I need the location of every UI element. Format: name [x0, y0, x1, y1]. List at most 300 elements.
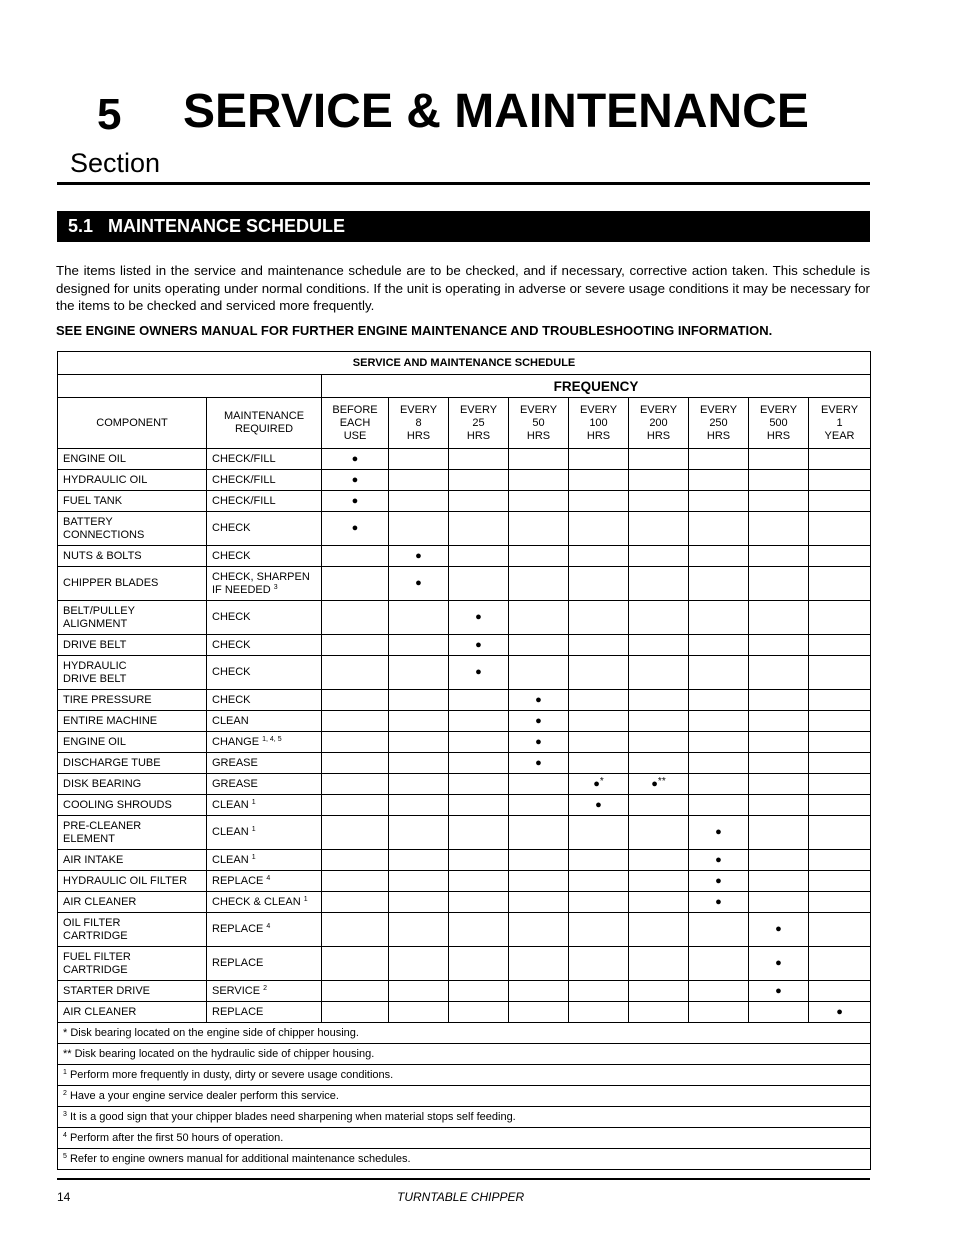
- frequency-cell: [449, 850, 509, 871]
- section-title: SERVICE & MAINTENANCE: [183, 85, 809, 138]
- frequency-cell: [689, 711, 749, 732]
- frequency-cell: [449, 1002, 509, 1023]
- footnote-text: $^3$ It is a good sign that your chipper blades need sharpening when material stops self feeding.: [58, 1107, 871, 1128]
- frequency-cell: [569, 656, 629, 690]
- component-cell: BELT/PULLEY ALIGNMENT: [58, 601, 207, 635]
- frequency-cell: [449, 816, 509, 850]
- schedule-dot-icon: ●: [415, 549, 422, 562]
- component-cell: AIR CLEANER: [58, 892, 207, 913]
- frequency-cell: [809, 567, 871, 601]
- frequency-cell: [389, 491, 449, 512]
- frequency-cell: [389, 850, 449, 871]
- frequency-cell: [689, 656, 749, 690]
- schedule-dot-icon: ●: [351, 473, 359, 486]
- schedule-dot-icon: ●: [351, 494, 359, 507]
- frequency-cell: [809, 656, 871, 690]
- schedule-dot-icon: ●: [593, 777, 600, 790]
- frequency-cell: [749, 512, 809, 546]
- maintenance-cell: CLEAN $^1$: [207, 816, 322, 850]
- frequency-cell: [389, 892, 449, 913]
- frequency-cell: [389, 1002, 449, 1023]
- frequency-cell: [509, 567, 569, 601]
- component-cell: DISK BEARING: [58, 774, 207, 795]
- table-row: [58, 795, 871, 816]
- maintenance-cell: REPLACE: [207, 1002, 322, 1023]
- frequency-cell: [389, 816, 449, 850]
- table-row: [58, 892, 871, 913]
- frequency-cell: [689, 981, 749, 1002]
- frequency-cell: [629, 512, 689, 546]
- component-cell: ENGINE OIL: [58, 732, 207, 753]
- frequency-cell: [629, 981, 689, 1002]
- frequency-cell: [569, 470, 629, 491]
- table-row: [58, 1002, 871, 1023]
- footnote-ref: 1, 4, 5: [262, 735, 282, 743]
- schedule-dot-icon: ●: [475, 611, 482, 623]
- schedule-dot-icon: ●: [651, 777, 658, 790]
- frequency-cell: [629, 871, 689, 892]
- frequency-cell: [322, 913, 389, 947]
- table-row: [58, 635, 871, 656]
- frequency-cell: [509, 913, 569, 947]
- frequency-cell: [449, 732, 509, 753]
- frequency-cell: [689, 470, 749, 491]
- frequency-cell: [389, 732, 449, 753]
- frequency-cell: [389, 567, 449, 601]
- frequency-cell: [449, 871, 509, 892]
- frequency-cell: [449, 635, 509, 656]
- table-row: [58, 981, 871, 1002]
- table-row: [58, 850, 871, 871]
- frequency-cell: [509, 816, 569, 850]
- frequency-cell: [322, 892, 389, 913]
- frequency-cell: [689, 601, 749, 635]
- frequency-cell: [569, 892, 629, 913]
- schedule-dot-icon: ●: [715, 895, 722, 908]
- frequency-cell: [689, 1002, 749, 1023]
- frequency-header: FREQUENCY: [322, 375, 871, 398]
- frequency-cell: [749, 711, 809, 732]
- frequency-cell: [569, 512, 629, 546]
- table-row: [58, 816, 871, 850]
- frequency-cell: [509, 981, 569, 1002]
- frequency-cell: [322, 635, 389, 656]
- frequency-cell: [689, 816, 749, 850]
- table-row: [58, 913, 871, 947]
- footnote-ref: 4: [266, 923, 271, 930]
- table-row: [58, 601, 871, 635]
- frequency-cell: [322, 601, 389, 635]
- frequency-cell: [749, 892, 809, 913]
- footnote-ref: 1: [251, 798, 256, 806]
- frequency-cell: [629, 546, 689, 567]
- frequency-cell: [322, 690, 389, 711]
- table-row: [58, 470, 871, 491]
- component-cell: HYDRAULIC OIL FILTER: [58, 871, 207, 892]
- frequency-cell: [322, 567, 389, 601]
- frequency-cell: [449, 753, 509, 774]
- frequency-cell: [389, 795, 449, 816]
- frequency-cell: [322, 947, 389, 981]
- intro-paragraph: The items listed in the service and maintenance schedule are to be checked, and if necessary, corrective action taken. This schedule is designed for units operating under normal conditions. If the unit is operating in adverse or severe usage conditions it may be necessary for the items to be checked and serviced more frequently.: [56, 263, 870, 313]
- frequency-cell: [809, 470, 871, 491]
- frequency-cell: [509, 947, 569, 981]
- frequency-cell: [322, 711, 389, 732]
- frequency-cell: [689, 913, 749, 947]
- table-row: [58, 711, 871, 732]
- frequency-cell: [449, 601, 509, 635]
- footnote-ref: 1: [303, 895, 308, 903]
- component-cell: CHIPPER BLADES: [58, 567, 207, 601]
- footnote-row: [58, 1128, 871, 1149]
- frequency-cell: [629, 601, 689, 635]
- footnote-text: $^2$ Have a your engine service dealer perform this service.: [58, 1086, 871, 1107]
- frequency-cell: [389, 871, 449, 892]
- maintenance-cell: CHECK, SHARPEN IF NEEDED $^3$: [207, 567, 322, 601]
- frequency-cell: [322, 816, 389, 850]
- frequency-cell: [749, 795, 809, 816]
- frequency-cell: [509, 449, 569, 470]
- frequency-cell: [322, 546, 389, 567]
- frequency-cell: [689, 947, 749, 981]
- frequency-cell: [749, 981, 809, 1002]
- component-cell: OIL FILTER CARTRIDGE: [58, 913, 207, 947]
- schedule-dot-icon: ●: [775, 957, 782, 969]
- frequency-cell: [449, 690, 509, 711]
- frequency-column-header: EVERY 100 HRS: [569, 398, 629, 449]
- frequency-cell: [389, 635, 449, 656]
- frequency-cell: [389, 656, 449, 690]
- table-row: [58, 871, 871, 892]
- maintenance-cell: CLEAN $^1$: [207, 850, 322, 871]
- frequency-cell: [389, 546, 449, 567]
- maintenance-cell: CHECK/FILL: [207, 470, 322, 491]
- frequency-cell: [509, 491, 569, 512]
- maintenance-cell: GREASE: [207, 774, 322, 795]
- footnote-row: [58, 1065, 871, 1086]
- frequency-cell: [809, 635, 871, 656]
- footnote-ref: 1: [251, 826, 256, 833]
- frequency-cell: [809, 690, 871, 711]
- footnote-ref: 2: [263, 984, 268, 992]
- component-cell: STARTER DRIVE: [58, 981, 207, 1002]
- frequency-cell: [509, 635, 569, 656]
- table-row: [58, 449, 871, 470]
- frequency-cell: [749, 690, 809, 711]
- table-title: SERVICE AND MAINTENANCE SCHEDULE: [58, 352, 871, 375]
- frequency-cell: [749, 546, 809, 567]
- frequency-cell: [749, 601, 809, 635]
- component-cell: AIR CLEANER: [58, 1002, 207, 1023]
- table-row: [58, 732, 871, 753]
- footnote-row: [58, 1107, 871, 1128]
- frequency-cell: [689, 774, 749, 795]
- schedule-dot-icon: ●: [715, 826, 722, 838]
- frequency-cell: [749, 871, 809, 892]
- frequency-cell: [689, 871, 749, 892]
- frequency-column-header: EVERY 8 HRS: [389, 398, 449, 449]
- frequency-column-header: EVERY 25 HRS: [449, 398, 509, 449]
- frequency-cell: [569, 871, 629, 892]
- frequency-cell: [449, 449, 509, 470]
- frequency-cell: [809, 816, 871, 850]
- component-cell: DISCHARGE TUBE: [58, 753, 207, 774]
- frequency-cell: [809, 892, 871, 913]
- frequency-cell: [629, 690, 689, 711]
- frequency-cell: [809, 449, 871, 470]
- frequency-cell: [509, 795, 569, 816]
- footnote-text: $^1$ Perform more frequently in dusty, dirty or severe usage conditions.: [58, 1065, 871, 1086]
- frequency-cell: [629, 567, 689, 601]
- maintenance-cell: CHECK: [207, 656, 322, 690]
- frequency-cell: [322, 732, 389, 753]
- frequency-cell: [509, 656, 569, 690]
- footnote-row: [58, 1149, 871, 1170]
- frequency-cell: [689, 512, 749, 546]
- subsection-heading: 5.1 MAINTENANCE SCHEDULE: [57, 211, 870, 242]
- frequency-cell: [322, 774, 389, 795]
- frequency-cell: [569, 635, 629, 656]
- frequency-cell: [629, 449, 689, 470]
- frequency-cell: [629, 656, 689, 690]
- maintenance-cell: CHECK: [207, 512, 322, 546]
- section-word: Section: [70, 148, 161, 178]
- footnote-text: * Disk bearing located on the engine side of chipper housing.: [58, 1023, 871, 1044]
- frequency-cell: [689, 690, 749, 711]
- maintenance-cell: CHECK & CLEAN $^1$: [207, 892, 322, 913]
- frequency-cell: [749, 774, 809, 795]
- maintenance-cell: CHECK: [207, 601, 322, 635]
- frequency-cell: [322, 491, 389, 512]
- component-cell: FUEL TANK: [58, 491, 207, 512]
- frequency-cell: [569, 1002, 629, 1023]
- footnote-row: [58, 1086, 871, 1107]
- component-cell: HYDRAULIC OIL: [58, 470, 207, 491]
- component-cell: TIRE PRESSURE: [58, 690, 207, 711]
- frequency-cell: [749, 913, 809, 947]
- frequency-cell: [689, 795, 749, 816]
- maintenance-cell: CLEAN $^1$: [207, 795, 322, 816]
- frequency-cell: [569, 816, 629, 850]
- schedule-dot-icon: ●: [415, 577, 422, 589]
- component-cell: AIR INTAKE: [58, 850, 207, 871]
- frequency-cell: [449, 512, 509, 546]
- frequency-cell: [749, 947, 809, 981]
- frequency-cell: [509, 601, 569, 635]
- table-row: [58, 491, 871, 512]
- frequency-cell: [809, 947, 871, 981]
- frequency-spacer-cell: [58, 375, 322, 398]
- frequency-cell: [389, 947, 449, 981]
- schedule-dot-icon: ●: [715, 853, 722, 866]
- frequency-cell: [689, 567, 749, 601]
- frequency-cell: [509, 892, 569, 913]
- frequency-cell: [629, 470, 689, 491]
- footnote-row: [58, 1023, 871, 1044]
- table-row: [58, 546, 871, 567]
- maintenance-cell: CHECK: [207, 546, 322, 567]
- frequency-cell: [809, 512, 871, 546]
- frequency-cell: [749, 816, 809, 850]
- frequency-cell: [629, 795, 689, 816]
- frequency-cell: [689, 850, 749, 871]
- frequency-cell: [509, 774, 569, 795]
- maintenance-cell: CHECK: [207, 635, 322, 656]
- component-cell: PRE-CLEANER ELEMENT: [58, 816, 207, 850]
- maintenance-schedule-table: [57, 351, 871, 1170]
- component-cell: HYDRAULIC DRIVE BELT: [58, 656, 207, 690]
- frequency-cell: [569, 981, 629, 1002]
- footnote-row: [58, 1044, 871, 1065]
- schedule-dot-icon: ●: [351, 452, 359, 465]
- frequency-cell: [389, 981, 449, 1002]
- frequency-cell: [449, 774, 509, 795]
- frequency-cell: [389, 690, 449, 711]
- frequency-cell: [322, 470, 389, 491]
- footnote-text: $^5$ Refer to engine owners manual for additional maintenance schedules.: [58, 1149, 871, 1170]
- frequency-cell: [749, 1002, 809, 1023]
- footnote-text: $^4$ Perform after the first 50 hours of operation.: [58, 1128, 871, 1149]
- frequency-cell: [569, 774, 629, 795]
- frequency-cell: [569, 711, 629, 732]
- frequency-cell: [389, 470, 449, 491]
- schedule-dot-icon: ●: [351, 522, 359, 534]
- frequency-cell: [569, 449, 629, 470]
- frequency-cell: [749, 656, 809, 690]
- frequency-cell: [449, 795, 509, 816]
- component-cell: ENGINE OIL: [58, 449, 207, 470]
- frequency-column-header: EVERY 250 HRS: [689, 398, 749, 449]
- frequency-cell: [322, 753, 389, 774]
- frequency-cell: [509, 871, 569, 892]
- footnote-ref: 1: [251, 853, 256, 861]
- frequency-cell: [449, 947, 509, 981]
- frequency-cell: [322, 871, 389, 892]
- frequency-cell: [389, 601, 449, 635]
- schedule-dot-icon: ●: [475, 638, 482, 651]
- component-cell: NUTS & BOLTS: [58, 546, 207, 567]
- frequency-cell: [389, 711, 449, 732]
- frequency-cell: [809, 1002, 871, 1023]
- frequency-cell: [389, 774, 449, 795]
- frequency-cell: [449, 546, 509, 567]
- engine-manual-note: SEE ENGINE OWNERS MANUAL FOR FURTHER ENGINE MAINTENANCE AND TROUBLESHOOTING INFORMATION.: [56, 323, 773, 338]
- schedule-dot-icon: ●: [535, 693, 542, 706]
- frequency-column-header: EVERY 500 HRS: [749, 398, 809, 449]
- frequency-cell: [749, 567, 809, 601]
- frequency-cell: [569, 850, 629, 871]
- frequency-cell: [322, 981, 389, 1002]
- frequency-cell: [629, 892, 689, 913]
- schedule-dot-icon: ●: [475, 666, 482, 678]
- frequency-cell: [629, 732, 689, 753]
- footer-rule: [57, 1178, 870, 1180]
- frequency-cell: [449, 981, 509, 1002]
- frequency-cell: [689, 732, 749, 753]
- table-row: [58, 753, 871, 774]
- maintenance-cell: GREASE: [207, 753, 322, 774]
- footer-title: TURNTABLE CHIPPER: [397, 1190, 525, 1204]
- footnote-ref: 3: [273, 583, 278, 591]
- header-rule: [57, 182, 870, 185]
- frequency-cell: [509, 690, 569, 711]
- table-row: [58, 567, 871, 601]
- frequency-cell: [749, 850, 809, 871]
- frequency-cell: [809, 774, 871, 795]
- frequency-cell: [449, 656, 509, 690]
- frequency-cell: [749, 753, 809, 774]
- table-row: [58, 656, 871, 690]
- frequency-column-header: BEFORE EACH USE: [322, 398, 389, 449]
- frequency-cell: [809, 491, 871, 512]
- frequency-cell: [689, 546, 749, 567]
- frequency-cell: [322, 656, 389, 690]
- frequency-cell: [509, 711, 569, 732]
- frequency-cell: [509, 546, 569, 567]
- frequency-cell: [809, 871, 871, 892]
- frequency-cell: [569, 753, 629, 774]
- schedule-dot-icon: ●: [535, 756, 542, 769]
- frequency-cell: [389, 512, 449, 546]
- frequency-cell: [509, 732, 569, 753]
- frequency-cell: [629, 635, 689, 656]
- component-cell: BATTERY CONNECTIONS: [58, 512, 207, 546]
- table-row: [58, 690, 871, 711]
- frequency-cell: [449, 913, 509, 947]
- frequency-cell: [629, 711, 689, 732]
- frequency-cell: [689, 449, 749, 470]
- section-number: 5: [97, 90, 122, 139]
- frequency-cell: [509, 470, 569, 491]
- maintenance-cell: CLEAN: [207, 711, 322, 732]
- frequency-cell: [689, 753, 749, 774]
- frequency-cell: [509, 850, 569, 871]
- frequency-cell: [449, 567, 509, 601]
- frequency-cell: [569, 690, 629, 711]
- footnote-text: ** Disk bearing located on the hydraulic side of chipper housing.: [58, 1044, 871, 1065]
- frequency-cell: [629, 816, 689, 850]
- footnote-ref: 4: [266, 874, 271, 882]
- component-cell: FUEL FILTER CARTRIDGE: [58, 947, 207, 981]
- frequency-cell: [322, 512, 389, 546]
- frequency-cell: [569, 795, 629, 816]
- maintenance-cell: CHECK/FILL: [207, 449, 322, 470]
- maintenance-cell: CHANGE $^{1, 4, 5}$: [207, 732, 322, 753]
- maintenance-cell: REPLACE $^4$: [207, 871, 322, 892]
- maintenance-cell: REPLACE: [207, 947, 322, 981]
- frequency-cell: [749, 449, 809, 470]
- frequency-cell: [809, 753, 871, 774]
- frequency-cell: [569, 546, 629, 567]
- table-row: [58, 512, 871, 546]
- dot-note: **: [657, 775, 666, 787]
- frequency-cell: [569, 567, 629, 601]
- frequency-cell: [569, 732, 629, 753]
- frequency-cell: [749, 635, 809, 656]
- page-number: 14: [57, 1190, 71, 1204]
- schedule-dot-icon: ●: [535, 714, 542, 727]
- schedule-dot-icon: ●: [775, 984, 782, 997]
- maintenance-cell: SERVICE $^2$: [207, 981, 322, 1002]
- frequency-cell: [689, 635, 749, 656]
- dot-note: *: [599, 775, 604, 787]
- frequency-cell: [629, 947, 689, 981]
- frequency-cell: [629, 753, 689, 774]
- frequency-cell: [389, 753, 449, 774]
- frequency-cell: [629, 913, 689, 947]
- frequency-cell: [322, 449, 389, 470]
- table-row: [58, 774, 871, 795]
